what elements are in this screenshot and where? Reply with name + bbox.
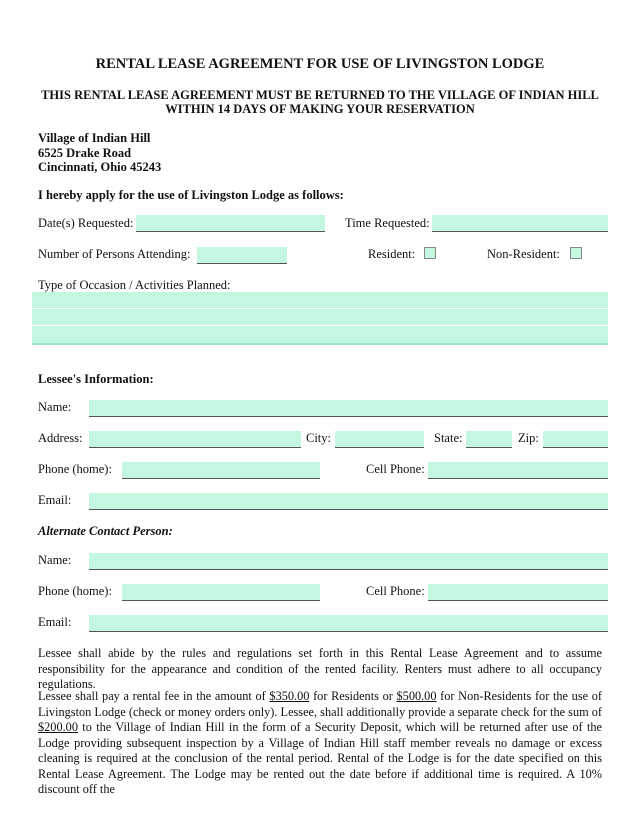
lessee-cell-label: Cell Phone: [366,462,425,476]
lessee-zip-label: Zip: [518,431,539,445]
lessee-zip-field[interactable] [543,431,608,448]
lessee-phone-label: Phone (home): [38,462,112,476]
page-title: RENTAL LEASE AGREEMENT FOR USE OF LIVINGSTON LODGE [95,56,545,72]
dates-requested-field[interactable] [136,215,325,232]
nonresident-checkbox[interactable] [570,247,582,259]
lessee-city-field[interactable] [335,431,424,448]
apply-heading: I hereby apply for the use of Livingston Lodge as follows: [38,188,344,202]
nonresident-fee: $500.00 [396,689,437,703]
time-requested-field[interactable] [432,215,608,232]
lessee-phone-field[interactable] [122,462,320,479]
lessee-heading: Lessee's Information: [38,372,154,386]
occasion-line-3[interactable] [32,326,608,345]
village-address [38,131,161,175]
lessee-name-field[interactable] [89,400,608,417]
lessee-email-label: Email: [38,493,72,507]
lessee-cell-field[interactable] [428,462,608,479]
fee-paragraph: Lessee shall pay a rental fee in the amount of $350.00 for Residents or $500.00 for Non-Residents for the use of Livingston Lodge (check or money orders only). Lessee, shall additionally provide a separate check for the sum of $200.00 to the Village of Indian Hill in the form of a Security Deposit, which will be returned after use of the Lodge providing subsequent inspection by a Village of Indian Hill staff member reveals no damage or excess cleaning is required at the conclusion of the rental period. Rental of the Lodge is for the date specified on this Rental Lease Agreement. The Lodge may be rented out the date before if additional time is required. A 10% discount off the [38,689,602,796]
occasion-line-1[interactable] [32,292,608,309]
address-line-3: Cincinnati, Ohio 45243 [38,160,162,174]
resident-fee: $350.00 [269,689,310,703]
alternate-name-label: Name: [38,553,72,567]
dates-requested-label: Date(s) Requested: [38,216,134,230]
return-notice: THIS RENTAL LEASE AGREEMENT MUST BE RETURNED TO THE VILLAGE OF INDIAN HILL WITHIN 14 DAYS OF MAKING YOUR RESERVATION [41,88,599,116]
persons-attending-label: Number of Persons Attending: [38,247,191,261]
alternate-cell-field[interactable] [428,584,608,601]
resident-checkbox[interactable] [424,247,436,259]
alternate-cell-label: Cell Phone: [366,584,425,598]
lessee-address-field[interactable] [89,431,301,448]
alternate-phone-label: Phone (home): [38,584,112,598]
lessee-name-label: Name: [38,400,72,414]
persons-attending-field[interactable] [197,247,287,264]
alternate-email-label: Email: [38,615,72,629]
lessee-state-label: State: [434,431,463,445]
lessee-address-label: Address: [38,431,83,445]
lessee-email-field[interactable] [89,493,608,510]
rules-paragraph: Lessee shall abide by the rules and regulations set forth in this Rental Lease Agreement and to assume responsibility for the appearance and condition of the rented facility. Renters must adhere to all occupancy regulations. [38,646,602,691]
address-line-1: Village of Indian Hill [38,131,151,145]
alternate-phone-field[interactable] [122,584,320,601]
lessee-state-field[interactable] [466,431,512,448]
time-requested-label: Time Requested: [345,216,430,230]
occasion-line-2[interactable] [32,309,608,326]
address-line-2: 6525 Drake Road [38,145,132,160]
alternate-name-field[interactable] [89,553,608,570]
resident-label: Resident: [368,247,416,261]
nonresident-label: Non-Resident: [487,247,560,261]
occasion-label: Type of Occasion / Activities Planned: [38,278,231,292]
alternate-heading: Alternate Contact Person: [38,524,173,538]
security-deposit: $200.00 [38,720,78,734]
lessee-city-label: City: [306,431,332,445]
alternate-email-field[interactable] [89,615,608,632]
